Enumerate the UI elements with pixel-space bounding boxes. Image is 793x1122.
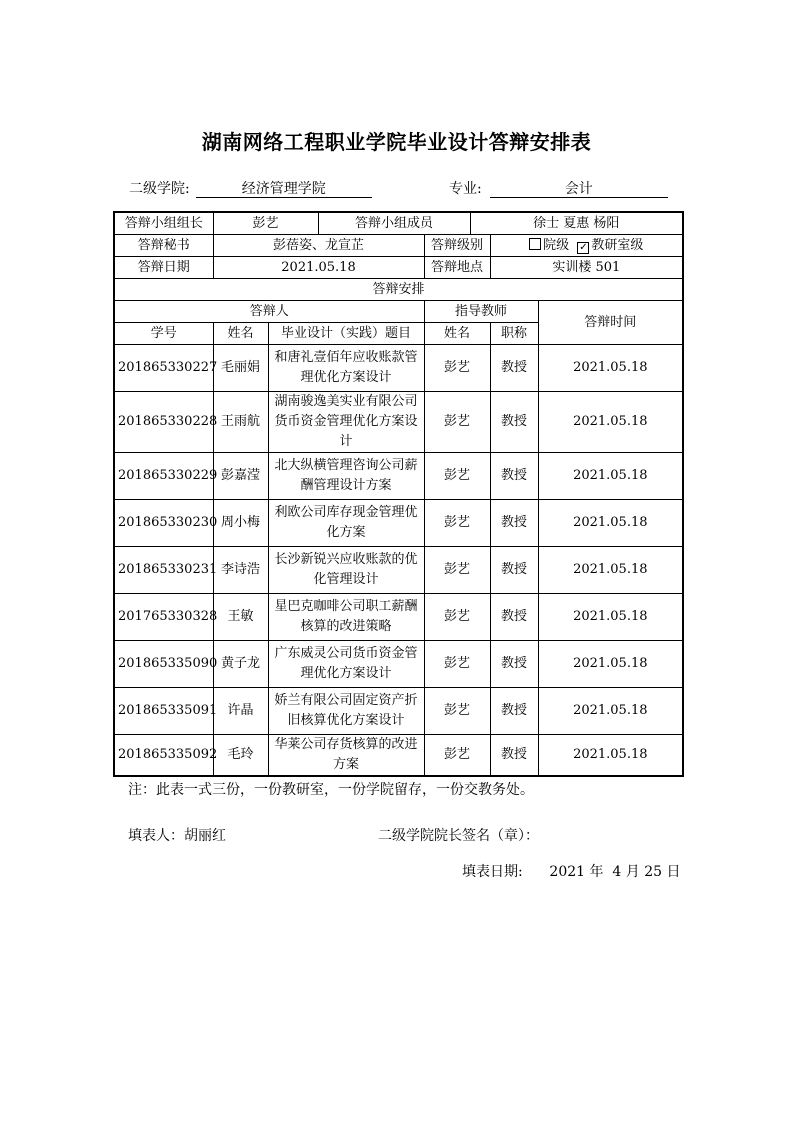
table-row [114,453,683,500]
checkbox-school-level[interactable] [529,238,541,250]
advisor-title: 教授 [490,547,538,594]
date-label: 答辩日期 [114,257,213,279]
date-value: 2021.05.18 [213,257,424,279]
topic: 湖南骏逸美实业有限公司货币资金管理优化方案设计 [268,392,424,453]
advisor-title: 教授 [490,500,538,547]
secretary-label: 答辩秘书 [114,235,213,257]
defense-time: 2021.05.18 [538,345,683,392]
leader-label: 答辩小组组长 [114,212,213,235]
topic: 娇兰有限公司固定资产折旧核算优化方案设计 [268,688,424,735]
checkbox-department-level[interactable]: ✓ [579,241,588,253]
arrangement-title: 答辩安排 [114,279,683,301]
student-id: 201865330230 [114,500,213,547]
level-options [490,235,683,257]
student-id: 201865335092 [114,735,213,777]
level-label: 答辩级别 [424,235,490,257]
topic: 和唐礼壹佰年应收账款管理优化方案设计 [268,345,424,392]
advisor-title: 教授 [490,688,538,735]
advisor-name: 彭艺 [424,594,490,641]
advisor-name: 彭艺 [424,641,490,688]
place-label: 答辩地点 [424,257,490,279]
table-row [114,641,683,688]
leader-value: 彭艺 [213,212,318,235]
topic-header: 毕业设计（实践）题目 [268,323,424,345]
members-label: 答辩小组成员 [318,212,470,235]
time-header: 答辩时间 [538,301,683,345]
student-name: 毛玲 [213,735,268,777]
student-name: 毛丽娟 [213,345,268,392]
table-row [114,594,683,641]
secretary-value: 彭蓓姿、龙宣芷 [213,235,424,257]
advisor-header: 指导教师 [424,301,538,323]
defense-time: 2021.05.18 [538,500,683,547]
filler-text: 填表人：胡丽红 [128,828,226,844]
defense-time: 2021.05.18 [538,594,683,641]
major-field [449,178,668,198]
advisor-name: 彭艺 [424,547,490,594]
note-text: 注：此表一式三份，一份教研室，一份学院留存，一份交教务处。 [128,782,534,798]
major-label: 专业: [449,181,482,197]
table-row [114,500,683,547]
student-name: 许晶 [213,688,268,735]
table-row [114,345,683,392]
student-id: 201865330229 [114,453,213,500]
topic: 长沙新锐兴应收账款的优化管理设计 [268,547,424,594]
group-header-row [114,301,683,323]
info-row-secretary [114,235,683,257]
defense-time: 2021.05.18 [538,453,683,500]
defense-time: 2021.05.18 [538,547,683,594]
advisor-title: 教授 [490,735,538,777]
advisor-name: 彭艺 [424,392,490,453]
student-name: 王敏 [213,594,268,641]
fill-date-text: 填表日期: 2021 年 4 月 25 日 [462,864,681,880]
advisor-title: 教授 [490,594,538,641]
info-row-date [114,257,683,279]
advisor-name: 彭艺 [424,688,490,735]
dean-signature-text: 二级学院院长签名（章）： [378,828,539,844]
student-id: 201865330227 [114,345,213,392]
advisor-title-header: 职称 [490,323,538,345]
topic: 星巴克咖啡公司职工薪酬核算的改进策略 [268,594,424,641]
student-name: 李诗浩 [213,547,268,594]
table-row [114,392,683,453]
advisor-name-header: 姓名 [424,323,490,345]
topic: 华莱公司存货核算的改进方案 [268,735,424,777]
level-option-department: 教研室级 [591,237,644,253]
place-value: 实训楼 501 [490,257,683,279]
defense-schedule-table [113,211,684,777]
college-value: 经济管理学院 [196,181,372,198]
advisor-title: 教授 [490,641,538,688]
topic: 北大纵横管理咨询公司薪酬管理设计方案 [268,453,424,500]
advisor-name: 彭艺 [424,453,490,500]
student-name: 周小梅 [213,500,268,547]
name-header: 姓名 [213,323,268,345]
document-title: 湖南网络工程职业学院毕业设计答辩安排表 [201,130,592,154]
advisor-title: 教授 [490,345,538,392]
advisor-title: 教授 [490,453,538,500]
table-row [114,688,683,735]
student-name: 王雨航 [213,392,268,453]
major-value: 会计 [490,181,668,198]
arrangement-header-row [114,279,683,301]
id-header: 学号 [114,323,213,345]
advisor-name: 彭艺 [424,735,490,777]
defense-time: 2021.05.18 [538,735,683,777]
defense-time: 2021.05.18 [538,688,683,735]
topic: 利欧公司库存现金管理优化方案 [268,500,424,547]
student-id: 201865335091 [114,688,213,735]
members-value: 徐士 夏惠 杨阳 [470,212,683,235]
info-row-leader [114,212,683,235]
student-id: 201865335090 [114,641,213,688]
college-field [129,178,372,198]
advisor-title: 教授 [490,392,538,453]
student-name: 黄子龙 [213,641,268,688]
student-id: 201765330328 [114,594,213,641]
table-row [114,735,683,777]
student-name: 彭嘉滢 [213,453,268,500]
defender-header: 答辩人 [114,301,424,323]
table-row [114,547,683,594]
defense-time: 2021.05.18 [538,641,683,688]
college-label: 二级学院: [129,181,190,197]
advisor-name: 彭艺 [424,500,490,547]
topic: 广东威灵公司货币资金管理优化方案设计 [268,641,424,688]
defense-time: 2021.05.18 [538,392,683,453]
student-id: 201865330231 [114,547,213,594]
level-option-school: 院级 [543,237,570,253]
advisor-name: 彭艺 [424,345,490,392]
student-id: 201865330228 [114,392,213,453]
